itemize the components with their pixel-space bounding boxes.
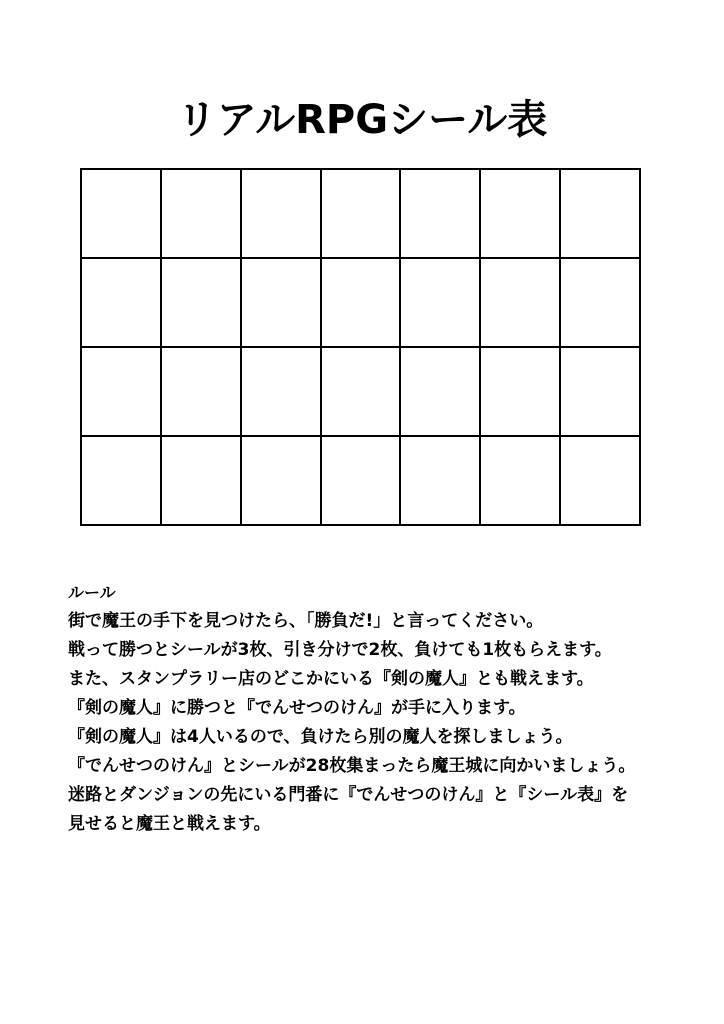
rule-line: 『剣の魔人』は4人いるので、負けたら別の魔人を探しましょう。: [68, 727, 573, 747]
sticker-cell: [481, 348, 561, 437]
sticker-cell: [481, 170, 561, 259]
sticker-cell: [162, 437, 242, 526]
sticker-cell: [82, 437, 162, 526]
rules-section: [68, 578, 708, 839]
sticker-cell: [162, 259, 242, 348]
sticker-cell: [82, 170, 162, 259]
sticker-cell: [242, 437, 322, 526]
rule-line: 『でんせつのけん』とシールが28枚集まったら魔王城に向かいましょう。: [68, 756, 636, 776]
sticker-cell: [162, 170, 242, 259]
page-title: リアルRPGシール表: [176, 97, 548, 143]
sticker-cell: [322, 259, 402, 348]
rule-line: 見せると魔王と戦えます。: [68, 814, 271, 834]
sticker-cell: [561, 348, 641, 437]
sticker-grid: [80, 168, 641, 526]
rule-line: 戦って勝つとシールが3枚、引き分けで2枚、負けても1枚もらえます。: [68, 640, 612, 660]
rule-line: 迷路とダンジョンの先にいる門番に『でんせつのけん』と『シール表』を: [68, 785, 629, 805]
sticker-cell: [561, 437, 641, 526]
rule-line: 街で魔王の手下を見つけたら、「勝負だ!」と言ってください。: [68, 611, 544, 631]
sticker-cell: [322, 437, 402, 526]
sticker-cell: [481, 437, 561, 526]
sticker-cell: [401, 259, 481, 348]
sticker-cell: [322, 348, 402, 437]
sticker-cell: [401, 170, 481, 259]
sticker-cell: [162, 348, 242, 437]
sticker-cell: [242, 348, 322, 437]
sticker-cell: [401, 348, 481, 437]
sticker-cell: [322, 170, 402, 259]
sticker-cell: [561, 170, 641, 259]
rule-line: 『剣の魔人』に勝つと『でんせつのけん』が手に入ります。: [68, 698, 526, 718]
sticker-cell: [82, 259, 162, 348]
sticker-cell: [561, 259, 641, 348]
rules-heading: ルール: [68, 583, 116, 602]
sticker-cell: [481, 259, 561, 348]
rule-line: また、スタンプラリー店のどこかにいる『剣の魔人』とも戦えます。: [68, 669, 594, 689]
sticker-cell: [242, 259, 322, 348]
sticker-cell: [242, 170, 322, 259]
sticker-cell: [401, 437, 481, 526]
sticker-cell: [82, 348, 162, 437]
